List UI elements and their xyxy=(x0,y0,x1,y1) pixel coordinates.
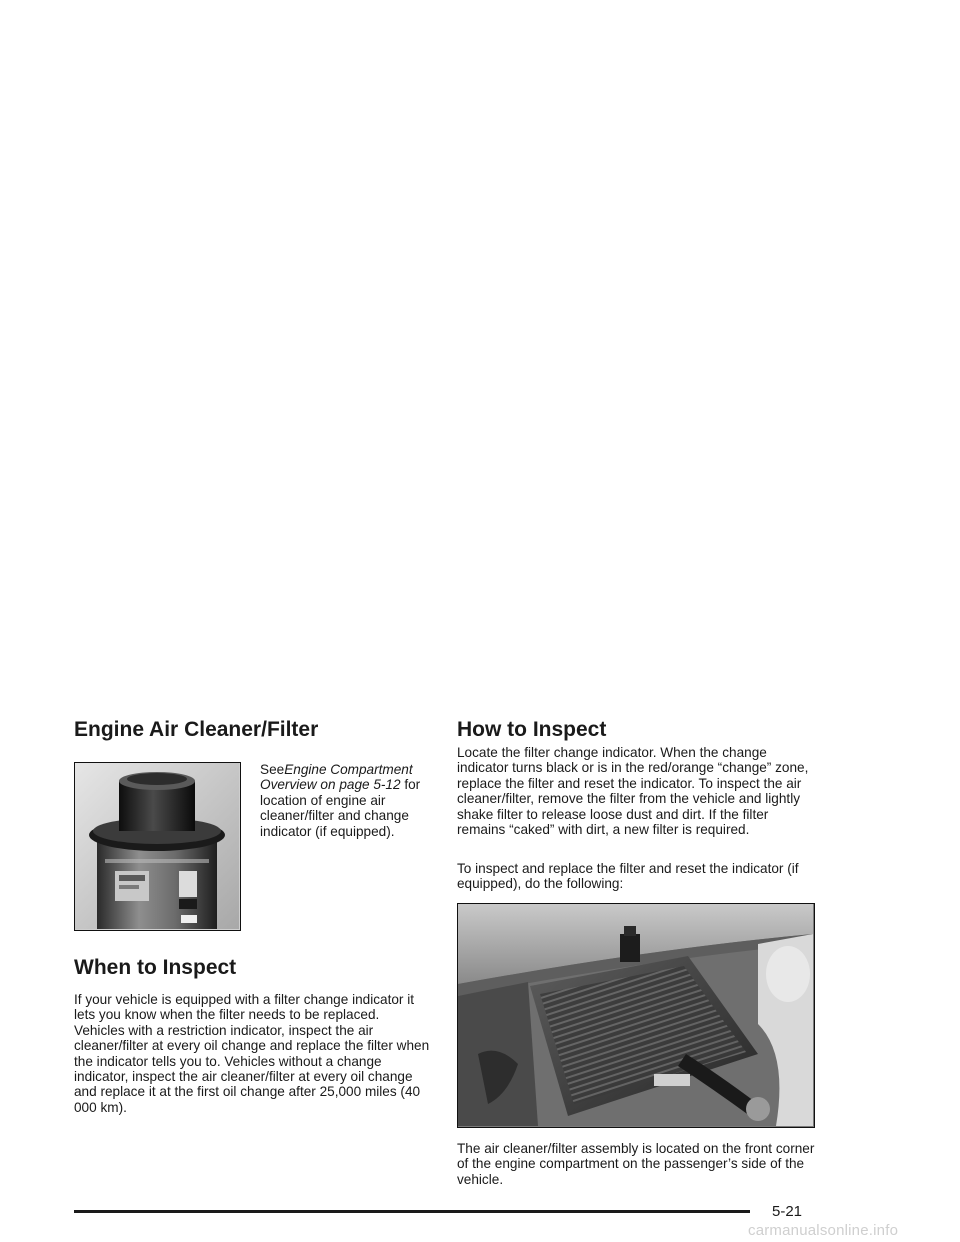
engine-compartment-link[interactable]: Engine Compartment Overview on page 5-12 xyxy=(260,762,413,793)
filter-indicator-illustration xyxy=(75,763,239,929)
filter-indicator-photo xyxy=(74,762,241,931)
engine-compartment-photo xyxy=(457,903,815,1128)
photo-caption: The air cleaner/filter assembly is located on the front corner of the engine compartment on the passenger’s side of the vehicle. xyxy=(457,1141,815,1187)
how-to-inspect-paragraph-1: Locate the filter change indicator. When the change indicator turns black or is in the red/orange “change” zone, replace the filter and reset the indicator. To inspect the air cleaner/filter, remove the filter from the vehicle and lightly shake filter to release loose dust and dirt. If the filter remains “caked” with dirt, a new filter is required. xyxy=(457,745,809,838)
page-number: 5-21 xyxy=(772,1203,803,1220)
watermark: carmanualsonline.info xyxy=(748,1222,899,1239)
how-to-inspect-paragraph-2: To inspect and replace the filter and reset the indicator (if equipped), do the following: xyxy=(457,861,799,892)
section-title-engine-air-cleaner: Engine Air Cleaner/Filter xyxy=(74,718,319,741)
footer-rule xyxy=(74,1210,750,1213)
subsection-title-when-to-inspect: When to Inspect xyxy=(74,956,237,979)
section-title-how-to-inspect: How to Inspect xyxy=(457,718,607,741)
see-reference-paragraph xyxy=(260,762,432,839)
when-to-inspect-text: If your vehicle is equipped with a filter change indicator it lets you know when the filter needs to be replaced. Vehicles with a restriction indicator, inspect the air cleaner/filter at every oil change and replace the filter when the indicator tells you to. Vehicles without a change indicator, inspect the air cleaner/filter at every oil change and replace it at the first oil change after 25,000 miles (40 000 km). xyxy=(74,992,430,1115)
see-suffix: for location of engine air cleaner/filter and change indicator (if equipped). xyxy=(260,777,421,839)
see-prefix: See xyxy=(260,762,285,777)
air-cleaner-assembly-illustration xyxy=(458,904,813,1126)
